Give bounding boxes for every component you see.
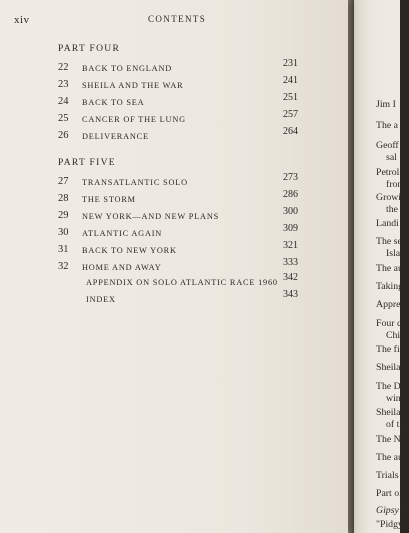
page-number: 309 bbox=[283, 223, 298, 234]
page-number: 342 bbox=[283, 272, 298, 283]
illustration-line: the bbox=[386, 204, 398, 215]
illustration-line: The fir bbox=[376, 344, 403, 355]
chapter-title: BACK TO SEA bbox=[82, 98, 145, 107]
part-heading: PART FOUR bbox=[58, 44, 121, 54]
illustration-line: The au bbox=[376, 263, 403, 274]
chapter-title: CANCER OF THE LUNG bbox=[82, 115, 186, 124]
chapter-title: DELIVERANCE bbox=[82, 132, 149, 141]
illustration-line: winn bbox=[386, 393, 406, 404]
chapter-number: 32 bbox=[58, 261, 69, 272]
chapter-title: HOME AND AWAY bbox=[82, 263, 162, 272]
page-number: 264 bbox=[283, 126, 298, 137]
illustration-line: Sheila, bbox=[376, 407, 403, 418]
page-number: 321 bbox=[283, 240, 298, 251]
chapter-title: BACK TO ENGLAND bbox=[82, 64, 173, 73]
illustration-line: Appreh bbox=[376, 299, 406, 310]
illustration-line: Trials a bbox=[376, 470, 406, 481]
right-page bbox=[352, 0, 409, 533]
running-head: CONTENTS bbox=[148, 14, 207, 24]
chapter-number: 25 bbox=[58, 113, 69, 124]
page-number: 241 bbox=[283, 75, 298, 86]
page-number: 343 bbox=[283, 289, 298, 300]
illustration-line: The a bbox=[376, 120, 399, 131]
illustration-line: Geoff bbox=[376, 140, 399, 151]
chapter-number: 29 bbox=[58, 210, 69, 221]
chapter-number: 22 bbox=[58, 62, 69, 73]
illustration-line: The se bbox=[376, 236, 402, 247]
chapter-title: NEW YORK—AND NEW PLANS bbox=[82, 212, 220, 221]
page-number: 300 bbox=[283, 206, 298, 217]
illustration-line: Gipsy M bbox=[376, 505, 409, 516]
page-number: 257 bbox=[283, 109, 298, 120]
chapter-title: THE STORM bbox=[82, 195, 136, 204]
page-number: 333 bbox=[283, 257, 298, 268]
page-folio: xiv bbox=[14, 14, 30, 26]
illustration-line: Growi bbox=[376, 192, 402, 203]
chapter-title: BACK TO NEW YORK bbox=[82, 246, 177, 255]
chapter-title: TRANSATLANTIC SOLO bbox=[82, 178, 188, 187]
chapter-number: 27 bbox=[58, 176, 69, 187]
toc-entry[interactable] bbox=[0, 126, 348, 146]
illustration-line: Landi bbox=[376, 218, 399, 229]
chapter-number: 23 bbox=[58, 79, 69, 90]
page-number: 231 bbox=[283, 58, 298, 69]
illustration-line: The Na bbox=[376, 434, 406, 445]
illustration-line: fron bbox=[386, 179, 403, 190]
appendix-title: APPENDIX ON SOLO ATLANTIC RACE 1960 bbox=[86, 278, 278, 287]
chapter-number: 28 bbox=[58, 193, 69, 204]
illustration-line: Part of bbox=[376, 488, 403, 499]
illustration-line: Chic bbox=[386, 330, 405, 341]
toc-entry-index[interactable] bbox=[0, 289, 348, 309]
illustration-line: Jim I bbox=[376, 99, 396, 110]
page-number: 286 bbox=[283, 189, 298, 200]
index-title: INDEX bbox=[86, 295, 116, 304]
illustration-line: Petrol bbox=[376, 167, 400, 178]
illustration-line: Sheila bbox=[376, 362, 401, 373]
part-heading: PART FIVE bbox=[58, 158, 116, 168]
chapter-number: 30 bbox=[58, 227, 69, 238]
chapter-number: 26 bbox=[58, 130, 69, 141]
chapter-number: 31 bbox=[58, 244, 69, 255]
page-number: 251 bbox=[283, 92, 298, 103]
chapter-title: ATLANTIC AGAIN bbox=[82, 229, 163, 238]
illustration-line: of the bbox=[386, 419, 409, 430]
illustration-line: Islar bbox=[386, 248, 404, 259]
chapter-number: 24 bbox=[58, 96, 69, 107]
illustration-line: sal bbox=[386, 152, 397, 163]
page-number: 273 bbox=[283, 172, 298, 183]
illustration-line: The aut bbox=[376, 452, 406, 463]
illustration-line: "Pidgy" bbox=[376, 519, 407, 530]
illustration-line: The D bbox=[376, 381, 401, 392]
illustration-line: Four c bbox=[376, 318, 402, 329]
chapter-title: SHEILA AND THE WAR bbox=[82, 81, 184, 90]
illustration-line: Taking bbox=[376, 281, 404, 292]
